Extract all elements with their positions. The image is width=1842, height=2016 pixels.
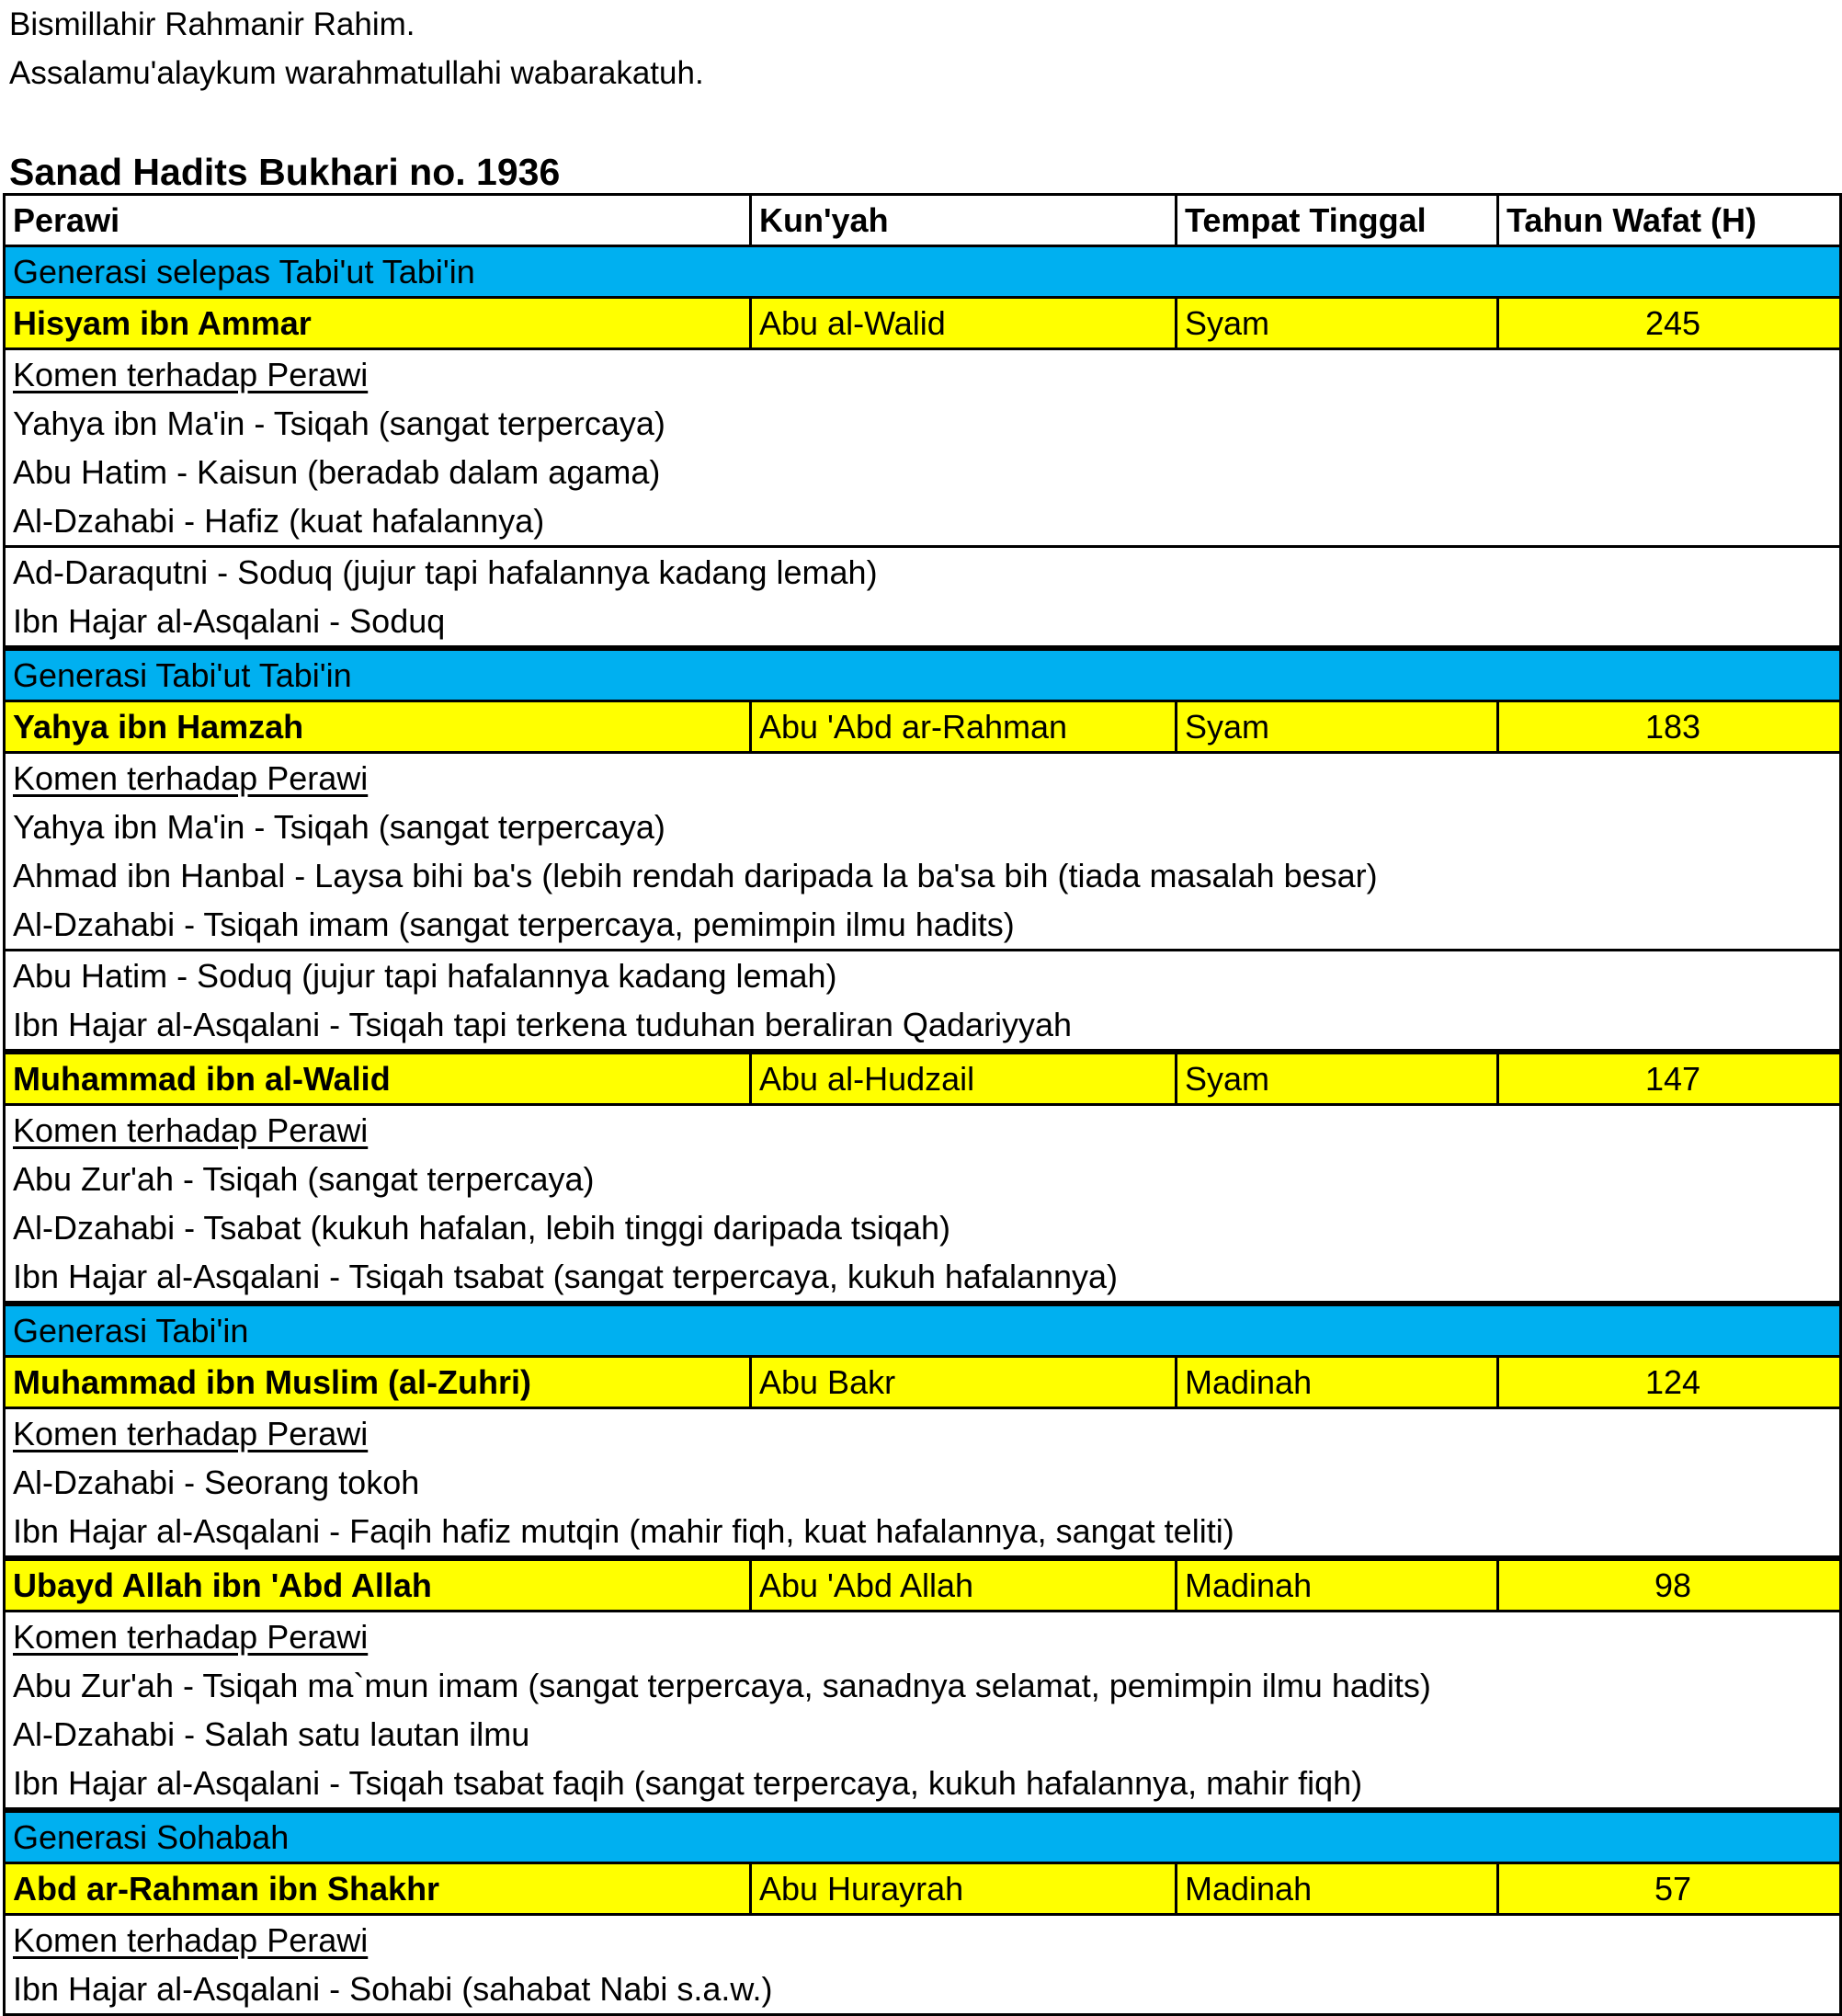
comment-text: Abu Hatim - Soduq (jujur tapi hafalannya kadang lemah) (5, 951, 1841, 1001)
narrator-death-year: 183 (1498, 701, 1841, 753)
generation-row (5, 246, 1841, 298)
comment-heading: Komen terhadap Perawi (5, 753, 1841, 803)
comment-text: Ibn Hajar al-Asqalani - Faqih hafiz mutqin (mahir fiqh, kuat hafalannya, sangat teliti) (5, 1507, 1841, 1558)
narrator-kunyah: Abu 'Abd ar-Rahman (751, 701, 1177, 753)
comment-row (5, 1458, 1841, 1507)
narrator-row (5, 1357, 1841, 1408)
comment-heading-row (5, 1915, 1841, 1965)
generation-label: Generasi Tabi'in (5, 1304, 1841, 1357)
comment-row (5, 900, 1841, 951)
narrator-kunyah: Abu 'Abd Allah (751, 1558, 1177, 1612)
comment-row (5, 1710, 1841, 1759)
comment-text: Ibn Hajar al-Asqalani - Tsiqah tapi terkena tuduhan beraliran Qadariyyah (5, 1000, 1841, 1052)
narrator-kunyah: Abu al-Hudzail (751, 1052, 1177, 1105)
narrator-place: Syam (1177, 298, 1498, 349)
generation-label: Generasi selepas Tabi'ut Tabi'in (5, 246, 1841, 298)
generation-label: Generasi Sohabah (5, 1810, 1841, 1863)
narrator-kunyah: Abu Hurayrah (751, 1863, 1177, 1915)
narrator-death-year: 57 (1498, 1863, 1841, 1915)
comment-heading-row (5, 349, 1841, 400)
narrator-row (5, 298, 1841, 349)
comment-heading: Komen terhadap Perawi (5, 1105, 1841, 1156)
col-header-kunyah: Kun'yah (751, 195, 1177, 246)
narrator-death-year: 98 (1498, 1558, 1841, 1612)
comment-row (5, 448, 1841, 496)
comment-text: Ibn Hajar al-Asqalani - Tsiqah tsabat faqih (sangat terpercaya, kukuh hafalannya, mahir fiqh) (5, 1759, 1841, 1810)
narrator-kunyah: Abu al-Walid (751, 298, 1177, 349)
narrator-name: Abd ar-Rahman ibn Shakhr (5, 1863, 751, 1915)
generation-row (5, 648, 1841, 701)
comment-row (5, 951, 1841, 1001)
comment-heading: Komen terhadap Perawi (5, 1612, 1841, 1662)
narrator-death-year: 147 (1498, 1052, 1841, 1105)
narrator-name: Yahya ibn Hamzah (5, 701, 751, 753)
comment-row (5, 547, 1841, 598)
comment-row (5, 1965, 1841, 2015)
greeting-line-1: Bismillahir Rahmanir Rahim. (9, 6, 415, 42)
comment-heading: Komen terhadap Perawi (5, 1408, 1841, 1459)
narrator-row (5, 1558, 1841, 1612)
comment-row (5, 496, 1841, 547)
comment-row (5, 1203, 1841, 1252)
narrator-death-year: 124 (1498, 1357, 1841, 1408)
comment-text: Al-Dzahabi - Tsabat (kukuh hafalan, lebih tinggi daripada tsiqah) (5, 1203, 1841, 1252)
narrator-kunyah: Abu Bakr (751, 1357, 1177, 1408)
comment-heading-row (5, 1105, 1841, 1156)
narrator-place: Madinah (1177, 1357, 1498, 1408)
col-header-perawi: Perawi (5, 195, 751, 246)
narrator-row (5, 1052, 1841, 1105)
comment-text: Al-Dzahabi - Hafiz (kuat hafalannya) (5, 496, 1841, 547)
comment-row (5, 851, 1841, 900)
narrator-row (5, 1863, 1841, 1915)
comment-text: Ahmad ibn Hanbal - Laysa bihi ba's (lebih rendah daripada la ba'sa bih (tiada masalah besar) (5, 851, 1841, 900)
comment-row (5, 399, 1841, 448)
comment-row (5, 803, 1841, 851)
col-header-wafat: Tahun Wafat (H) (1498, 195, 1841, 246)
comment-text: Al-Dzahabi - Seorang tokoh (5, 1458, 1841, 1507)
comment-text: Ibn Hajar al-Asqalani - Sohabi (sahabat Nabi s.a.w.) (5, 1965, 1841, 2015)
comment-row (5, 1661, 1841, 1710)
narrator-name: Hisyam ibn Ammar (5, 298, 751, 349)
comment-heading: Komen terhadap Perawi (5, 349, 1841, 400)
generation-label: Generasi Tabi'ut Tabi'in (5, 648, 1841, 701)
comment-text: Al-Dzahabi - Tsiqah imam (sangat terpercaya, pemimpin ilmu hadits) (5, 900, 1841, 951)
narrator-place: Madinah (1177, 1558, 1498, 1612)
comment-text: Ibn Hajar al-Asqalani - Tsiqah tsabat (sangat terpercaya, kukuh hafalannya) (5, 1252, 1841, 1304)
comment-heading-row (5, 753, 1841, 803)
comment-text: Ibn Hajar al-Asqalani - Soduq (5, 597, 1841, 648)
generation-row (5, 1810, 1841, 1863)
comment-text: Ad-Daraqutni - Soduq (jujur tapi hafalannya kadang lemah) (5, 547, 1841, 598)
narrator-row (5, 701, 1841, 753)
narrator-name: Muhammad ibn al-Walid (5, 1052, 751, 1105)
narrator-name: Muhammad ibn Muslim (al-Zuhri) (5, 1357, 751, 1408)
sanad-table (3, 193, 1842, 2016)
greeting-line-2: Assalamu'alaykum warahmatullahi wabarakatuh. (9, 55, 704, 91)
narrator-place: Syam (1177, 1052, 1498, 1105)
comment-row (5, 1000, 1841, 1052)
comment-text: Abu Zur'ah - Tsiqah (sangat terpercaya) (5, 1155, 1841, 1203)
narrator-death-year: 245 (1498, 298, 1841, 349)
comment-row (5, 1155, 1841, 1203)
comment-text: Yahya ibn Ma'in - Tsiqah (sangat terpercaya) (5, 399, 1841, 448)
comment-heading: Komen terhadap Perawi (5, 1915, 1841, 1965)
comment-text: Abu Zur'ah - Tsiqah ma`mun imam (sangat terpercaya, sanadnya selamat, pemimpin ilmu hadits) (5, 1661, 1841, 1710)
comment-text: Yahya ibn Ma'in - Tsiqah (sangat terpercaya) (5, 803, 1841, 851)
comment-row (5, 1507, 1841, 1558)
comment-heading-row (5, 1408, 1841, 1459)
page-title: Sanad Hadits Bukhari no. 1936 (9, 151, 561, 193)
narrator-place: Madinah (1177, 1863, 1498, 1915)
comment-row (5, 1759, 1841, 1810)
comment-row (5, 597, 1841, 648)
header-row (5, 195, 1841, 246)
col-header-tempat: Tempat Tinggal (1177, 195, 1498, 246)
comment-heading-row (5, 1612, 1841, 1662)
comment-text: Al-Dzahabi - Salah satu lautan ilmu (5, 1710, 1841, 1759)
generation-row (5, 1304, 1841, 1357)
narrator-place: Syam (1177, 701, 1498, 753)
comment-text: Abu Hatim - Kaisun (beradab dalam agama) (5, 448, 1841, 496)
comment-row (5, 1252, 1841, 1304)
narrator-name: Ubayd Allah ibn 'Abd Allah (5, 1558, 751, 1612)
